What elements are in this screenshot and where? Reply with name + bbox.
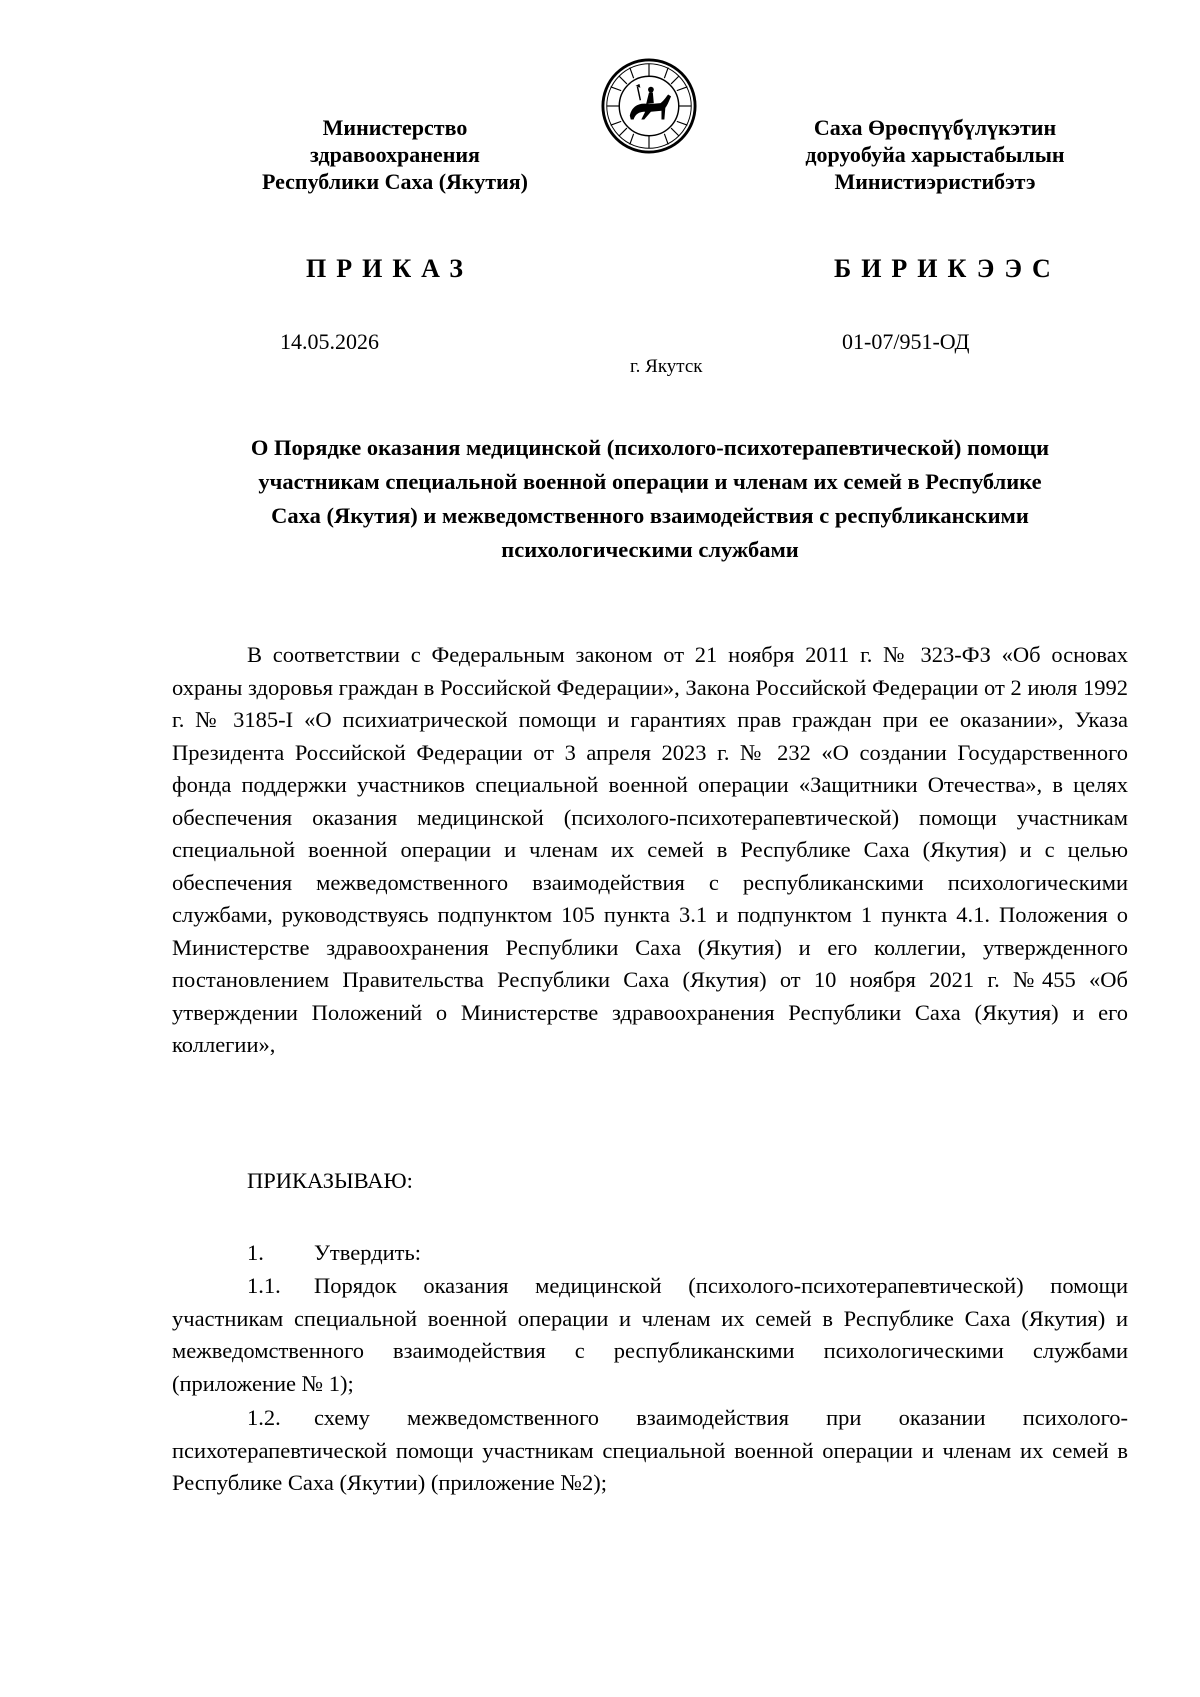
order-verb: ПРИКАЗЫВАЮ:	[247, 1168, 413, 1193]
order-city: г. Якутск	[630, 356, 703, 377]
ministry-name-line: доруобуйа харыстабылын	[805, 142, 1065, 167]
preamble-paragraph: В соответствии с Федеральным законом от 21 ноября 2011 г. № 323-ФЗ «Об основах охраны здоровья граждан в Российской Федерации», Закона Российской Федерации от 2 июля 1992 г. № 3185-I «О психиатрической помощи и гарантиях прав граждан при ее оказании», Указа Президента Российской Федерации от 3 апреля 2023 г. № 232 «О создании Государственного фонда поддержки участников специальной военной операции «Защитники Отечества», в целях обеспечения оказания медицинской (психолого-психотерапевтической) помощи участникам специальной военной операции и членам их семей в Республике Саха (Якутия) и с целью обеспечения межведомственного взаимодействия с республиканскими психологическими службами, руководствуясь подпунктом 105 пункта 3.1 и подпунктом 1 пункта 4.1. Положения о Министерстве здравоохранения Республики Саха (Якутия) и его коллегии, утвержденного постановлением Правительства Республики Саха (Якутия) от 10 ноября 2021 г. №455 «Об утверждении Положений о Министерстве здравоохранения Республики Саха (Якутия) и его коллегии»,	[172, 642, 1128, 1057]
order-number: 01-07/951-ОД	[842, 329, 970, 354]
order-title-russian: ПРИКАЗ	[306, 254, 474, 283]
list-item-number: 1.1.	[247, 1273, 281, 1298]
list-item	[172, 1402, 1128, 1500]
document-title-line: психологическими службами	[501, 537, 799, 562]
list-item-number: 1.	[247, 1240, 264, 1265]
ministry-name-russian	[205, 114, 585, 195]
list-item-text: схему межведомственного взаимодействия при оказании психолого-психотерапевтической помощи участникам специальной военной операции и членам их семей в Республике Саха (Якутии) (приложение №2);	[172, 1405, 1128, 1495]
list-item	[172, 1270, 1128, 1400]
coat-of-arms-sakha-icon	[601, 58, 697, 154]
ministry-name-line: Министерство	[322, 115, 468, 140]
list-item-text: Утвердить:	[314, 1240, 422, 1265]
ministry-name-line: здравоохранения	[310, 142, 480, 167]
ministry-name-line: Республики Саха (Якутия)	[261, 169, 529, 194]
list-item-number: 1.2.	[247, 1405, 281, 1430]
ministry-name-line: Министиэристибэтэ	[834, 169, 1036, 194]
document-title-line: участникам специальной военной операции и членам их семей в Республике	[258, 469, 1042, 494]
order-date: 14.05.2026	[280, 329, 379, 354]
document-title-line: Саха (Якутия) и межведомственного взаимодействия с республиканскими	[271, 503, 1029, 528]
list-item-text: Порядок оказания медицинской (психолого-психотерапевтической) помощи участникам специальной военной операции и членам их семей в Республике Саха (Якутия) и межведомственного взаимодействия с республиканскими психологическими службами (приложение № 1);	[172, 1273, 1128, 1396]
ministry-name-line: Саха Өрөспүүбүлүкэтин	[813, 115, 1057, 140]
list-item	[172, 1237, 1128, 1270]
order-title-yakut: БИРИКЭЭС	[834, 254, 1061, 283]
document-title-line: О Порядке оказания медицинской (психолого-психотерапевтической) помощи	[250, 435, 1050, 460]
ministry-name-yakut	[760, 114, 1110, 195]
document-title	[170, 431, 1130, 567]
